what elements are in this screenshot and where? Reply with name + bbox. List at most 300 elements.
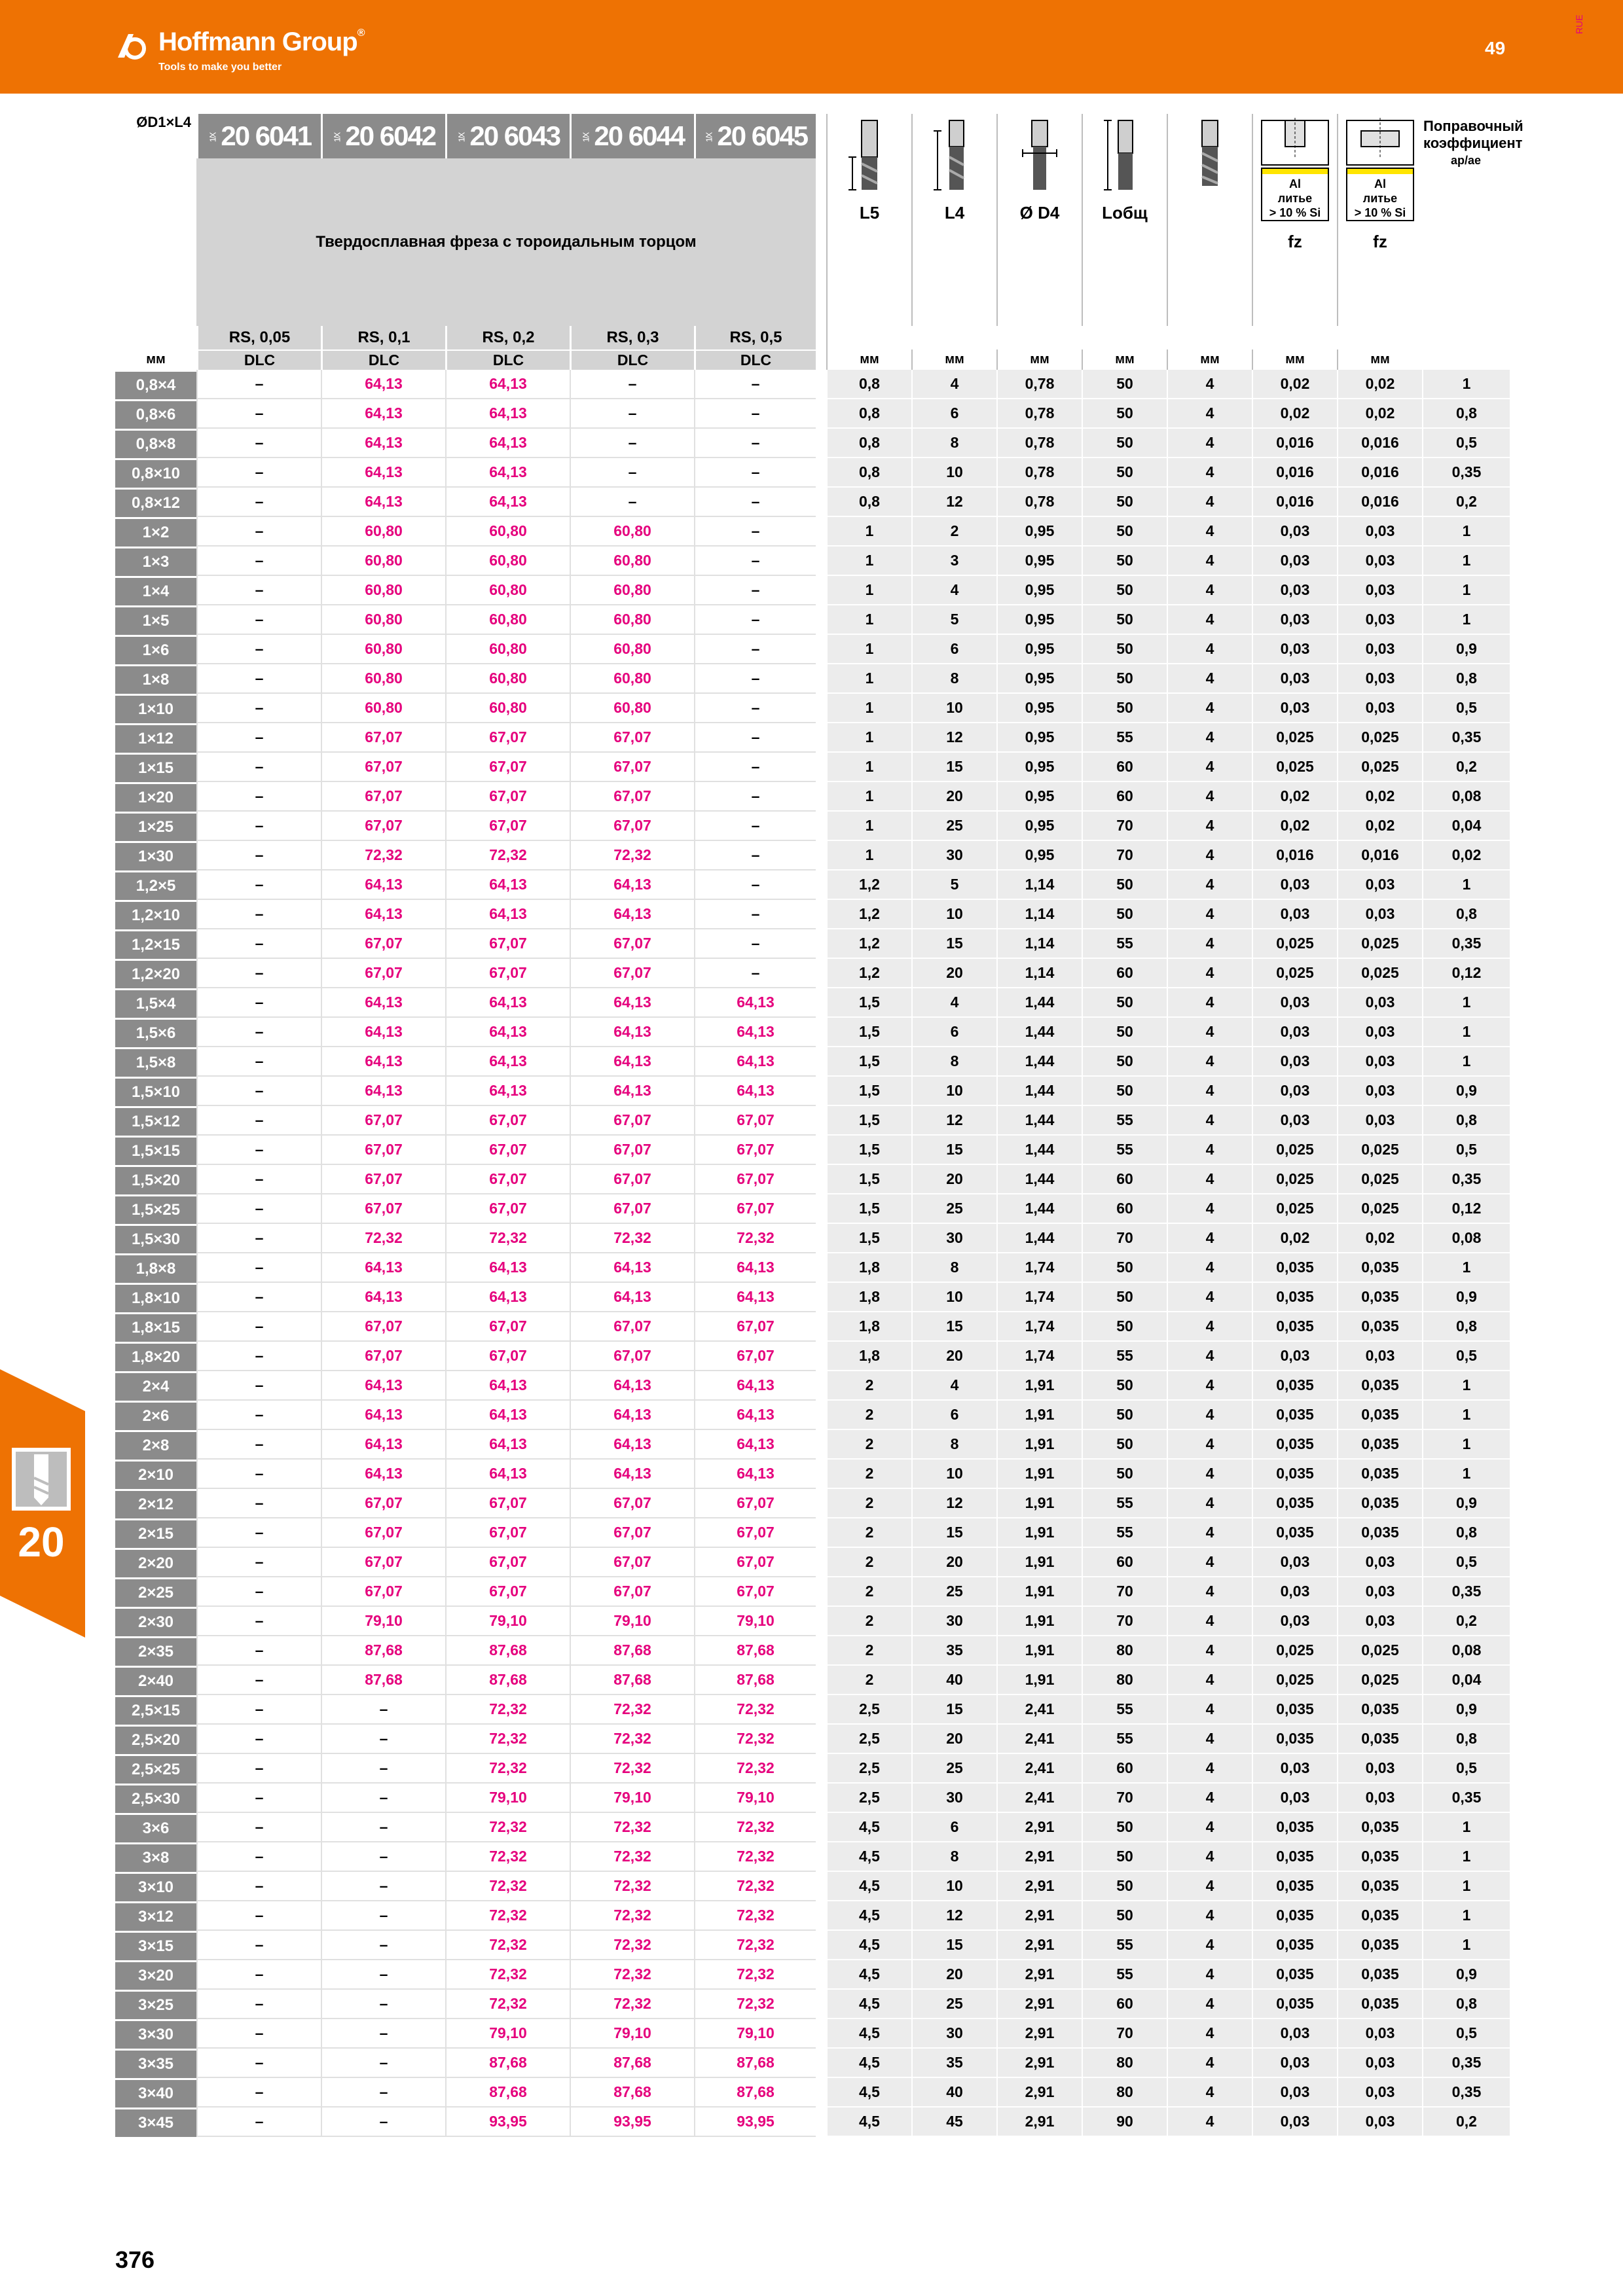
price-cell[interactable]: 72,32 xyxy=(570,1872,694,1901)
price-cell[interactable]: 67,07 xyxy=(694,1577,816,1607)
price-cell[interactable]: 72,32 xyxy=(694,1695,816,1725)
price-cell[interactable]: 72,32 xyxy=(694,1224,816,1253)
price-cell[interactable]: 64,13 xyxy=(694,1371,816,1401)
price-cell[interactable]: 67,07 xyxy=(321,723,445,753)
price-cell[interactable]: 79,10 xyxy=(445,1607,570,1636)
price-cell[interactable]: 72,32 xyxy=(445,1901,570,1931)
price-cell[interactable]: 67,07 xyxy=(321,929,445,959)
size-cell: 2×8 xyxy=(115,1430,196,1460)
price-cell[interactable]: 60,80 xyxy=(570,576,694,605)
parameter-cell: 4,5 xyxy=(826,1931,911,1960)
parameter-cell: 4 xyxy=(1167,635,1252,664)
price-cell[interactable]: 64,13 xyxy=(694,1430,816,1460)
price-cell[interactable]: 60,80 xyxy=(321,635,445,664)
parameter-cell: 4 xyxy=(1167,1489,1252,1518)
table-row xyxy=(115,900,1510,929)
size-cell: 2×35 xyxy=(115,1636,196,1666)
price-cell[interactable]: 67,07 xyxy=(570,1106,694,1136)
price-cell[interactable]: 93,95 xyxy=(570,2108,694,2137)
price-cell[interactable]: 64,13 xyxy=(694,1460,816,1489)
price-cell[interactable]: 64,13 xyxy=(321,1047,445,1077)
parameter-cell: 8 xyxy=(911,1253,996,1283)
price-cell[interactable]: 67,07 xyxy=(321,1342,445,1371)
parameter-cell: 0,035 xyxy=(1252,1725,1337,1754)
price-cell[interactable]: 64,13 xyxy=(321,870,445,900)
price-cell[interactable]: 64,13 xyxy=(321,458,445,488)
price-cell[interactable]: 72,32 xyxy=(445,1931,570,1960)
price-cell[interactable]: 87,68 xyxy=(694,1636,816,1666)
article-20-6042[interactable]: 1/X 20 6042 xyxy=(321,114,445,158)
price-cell[interactable]: 67,07 xyxy=(321,782,445,812)
parameter-cell: 0,03 xyxy=(1252,1754,1337,1784)
price-cell[interactable]: 64,13 xyxy=(570,900,694,929)
size-cell: 0,8×10 xyxy=(115,458,196,488)
price-cell[interactable]: 64,13 xyxy=(321,1460,445,1489)
parameter-cell: 1,44 xyxy=(996,1047,1082,1077)
price-cell[interactable]: 67,07 xyxy=(445,959,570,988)
price-cell[interactable]: 79,10 xyxy=(694,1607,816,1636)
price-cell[interactable]: 60,80 xyxy=(321,576,445,605)
price-cell[interactable]: 64,13 xyxy=(445,458,570,488)
size-cell: 3×8 xyxy=(115,1842,196,1872)
price-cell[interactable]: 67,07 xyxy=(445,1518,570,1548)
price-cell[interactable]: 72,32 xyxy=(570,841,694,870)
price-cell[interactable]: 64,13 xyxy=(570,988,694,1018)
price-cell[interactable]: 60,80 xyxy=(570,605,694,635)
price-cell[interactable]: 67,07 xyxy=(321,1489,445,1518)
price-cell[interactable]: 67,07 xyxy=(570,1136,694,1165)
parameter-cell: 2,5 xyxy=(826,1754,911,1784)
price-cell[interactable]: 79,10 xyxy=(570,2019,694,2049)
price-cell[interactable]: 67,07 xyxy=(570,1548,694,1577)
article-20-6045[interactable]: 1/X 20 6045 xyxy=(694,114,816,158)
price-cell[interactable]: 64,13 xyxy=(694,988,816,1018)
price-cell[interactable]: 72,32 xyxy=(694,1960,816,1990)
price-cell[interactable]: 72,32 xyxy=(694,1813,816,1842)
price-cell[interactable]: 64,13 xyxy=(321,1253,445,1283)
parameter-cell: 4,5 xyxy=(826,1842,911,1872)
price-cell[interactable]: 60,80 xyxy=(321,694,445,723)
price-cell[interactable]: 64,13 xyxy=(445,429,570,458)
tool-l4-icon xyxy=(928,118,981,203)
price-cell[interactable]: 67,07 xyxy=(694,1548,816,1577)
price-cell[interactable]: 87,68 xyxy=(445,2049,570,2078)
price-cell[interactable]: 67,07 xyxy=(570,959,694,988)
price-cell[interactable]: 64,13 xyxy=(321,488,445,517)
parameter-cell: 0,03 xyxy=(1252,2108,1337,2137)
parameter-cell: 1 xyxy=(1422,1813,1510,1842)
article-20-6043[interactable]: 1/X 20 6043 xyxy=(445,114,570,158)
parameter-cell: 4 xyxy=(1167,1666,1252,1695)
table-row xyxy=(115,2019,1510,2049)
price-cell[interactable]: 60,80 xyxy=(321,664,445,694)
price-cell[interactable]: 60,80 xyxy=(445,694,570,723)
price-cell[interactable]: 79,10 xyxy=(570,1607,694,1636)
price-cell[interactable]: 67,07 xyxy=(694,1342,816,1371)
price-cell[interactable]: 64,13 xyxy=(694,1018,816,1047)
parameter-cell: 0,025 xyxy=(1252,929,1337,959)
column-gap xyxy=(816,1165,826,1194)
parameter-cell: 4 xyxy=(1167,488,1252,517)
parameter-cell: 35 xyxy=(911,1636,996,1666)
price-cell[interactable]: 72,32 xyxy=(570,1931,694,1960)
price-cell[interactable]: 67,07 xyxy=(445,929,570,959)
price-cell[interactable]: 93,95 xyxy=(445,2108,570,2137)
parameter-cell: 0,03 xyxy=(1252,900,1337,929)
price-cell[interactable]: 64,13 xyxy=(321,900,445,929)
column-gap xyxy=(816,1842,826,1872)
price-cell[interactable]: 67,07 xyxy=(445,1165,570,1194)
price-cell[interactable]: 72,32 xyxy=(445,1990,570,2019)
price-cell[interactable]: 64,13 xyxy=(445,399,570,429)
price-cell[interactable]: 60,80 xyxy=(321,547,445,576)
price-cell[interactable]: 72,32 xyxy=(694,1754,816,1784)
price-cell[interactable]: 87,68 xyxy=(321,1666,445,1695)
price-cell: – xyxy=(570,458,694,488)
price-cell[interactable]: 64,13 xyxy=(321,1077,445,1106)
parameter-cell: 4 xyxy=(1167,576,1252,605)
size-cell: 1×25 xyxy=(115,812,196,841)
price-cell[interactable]: 67,07 xyxy=(445,723,570,753)
price-cell[interactable]: 67,07 xyxy=(321,1548,445,1577)
price-cell[interactable]: 67,07 xyxy=(445,753,570,782)
price-cell[interactable]: 64,13 xyxy=(321,988,445,1018)
parameter-cell: 2,91 xyxy=(996,1931,1082,1960)
price-cell[interactable]: 67,07 xyxy=(694,1489,816,1518)
price-cell[interactable]: 79,10 xyxy=(321,1607,445,1636)
price-cell[interactable]: 67,07 xyxy=(445,1136,570,1165)
table-row xyxy=(115,1813,1510,1842)
price-cell[interactable]: 67,07 xyxy=(570,812,694,841)
price-cell[interactable]: 67,07 xyxy=(321,1312,445,1342)
price-cell[interactable]: 64,13 xyxy=(445,900,570,929)
price-cell[interactable]: 67,07 xyxy=(694,1136,816,1165)
price-cell[interactable]: 64,13 xyxy=(570,1253,694,1283)
price-cell[interactable]: 87,68 xyxy=(445,1666,570,1695)
price-cell[interactable]: 67,07 xyxy=(570,1312,694,1342)
price-cell[interactable]: 72,32 xyxy=(445,1754,570,1784)
price-cell[interactable]: 64,13 xyxy=(570,1430,694,1460)
parameter-cell: 55 xyxy=(1082,723,1167,753)
parameter-cell: 4 xyxy=(1167,370,1252,399)
parameter-cell: 50 xyxy=(1082,1312,1167,1342)
parameter-cell: 1 xyxy=(1422,1460,1510,1489)
parameter-cell: 50 xyxy=(1082,1813,1167,1842)
parameter-cell: 1 xyxy=(1422,1401,1510,1430)
price-cell[interactable]: 72,32 xyxy=(445,1872,570,1901)
price-cell[interactable]: 93,95 xyxy=(694,2108,816,2137)
price-cell[interactable]: 67,07 xyxy=(570,723,694,753)
price-cell[interactable]: 72,32 xyxy=(570,1960,694,1990)
price-cell[interactable]: 72,32 xyxy=(570,1695,694,1725)
price-cell[interactable]: 72,32 xyxy=(445,1695,570,1725)
price-cell[interactable]: 64,13 xyxy=(570,1460,694,1489)
price-cell[interactable]: 67,07 xyxy=(694,1165,816,1194)
price-cell[interactable]: 72,32 xyxy=(570,1725,694,1754)
chapter-tab[interactable] xyxy=(0,1369,85,1638)
parameter-cell: 0,78 xyxy=(996,370,1082,399)
price-cell[interactable]: 79,10 xyxy=(570,1784,694,1813)
price-cell[interactable]: 87,68 xyxy=(694,1666,816,1695)
price-cell[interactable]: 87,68 xyxy=(445,1636,570,1666)
price-cell[interactable]: 72,32 xyxy=(321,1224,445,1253)
price-cell[interactable]: 60,80 xyxy=(445,605,570,635)
price-cell[interactable]: 67,07 xyxy=(570,753,694,782)
price-cell[interactable]: 60,80 xyxy=(570,547,694,576)
parameter-cell: 0,03 xyxy=(1252,2049,1337,2078)
price-cell[interactable]: 87,68 xyxy=(570,1636,694,1666)
price-cell: – xyxy=(196,988,321,1018)
price-cell[interactable]: 64,13 xyxy=(321,370,445,399)
price-cell[interactable]: 60,80 xyxy=(570,664,694,694)
parameter-cell: 0,035 xyxy=(1252,1813,1337,1842)
price-cell[interactable]: 72,32 xyxy=(570,1990,694,2019)
price-cell[interactable]: 67,07 xyxy=(694,1312,816,1342)
price-cell[interactable]: 72,32 xyxy=(694,1725,816,1754)
column-gap xyxy=(816,1401,826,1430)
price-cell[interactable]: 67,07 xyxy=(321,1136,445,1165)
parameter-cell: 0,035 xyxy=(1252,1430,1337,1460)
parameter-cell: 0,02 xyxy=(1337,370,1422,399)
price-cell[interactable]: 64,13 xyxy=(445,1283,570,1312)
price-cell[interactable]: 64,13 xyxy=(321,1283,445,1312)
price-cell[interactable]: 60,80 xyxy=(445,576,570,605)
price-cell[interactable]: 64,13 xyxy=(570,1047,694,1077)
price-cell[interactable]: 64,13 xyxy=(321,1018,445,1047)
radius-0-05: RS, 0,05 xyxy=(196,326,321,350)
price-cell[interactable]: 64,13 xyxy=(445,1018,570,1047)
parameter-cell: 8 xyxy=(911,1430,996,1460)
parameter-cell: 70 xyxy=(1082,1224,1167,1253)
parameter-cell: 12 xyxy=(911,1901,996,1931)
price-cell[interactable]: 67,07 xyxy=(694,1106,816,1136)
price-cell: – xyxy=(694,929,816,959)
price-cell[interactable]: 72,32 xyxy=(445,1224,570,1253)
price-cell[interactable]: 67,07 xyxy=(445,812,570,841)
parameter-cell: 12 xyxy=(911,1489,996,1518)
price-cell[interactable]: 60,80 xyxy=(445,517,570,547)
article-20-6041[interactable]: 1/X 20 6041 xyxy=(196,114,321,158)
price-cell[interactable]: 67,07 xyxy=(321,1165,445,1194)
price-cell[interactable]: 67,07 xyxy=(321,1194,445,1224)
price-cell[interactable]: 67,07 xyxy=(445,1106,570,1136)
price-cell[interactable]: 64,13 xyxy=(570,870,694,900)
price-cell[interactable]: 67,07 xyxy=(321,1577,445,1607)
parameter-cell: 70 xyxy=(1082,812,1167,841)
parameter-cell: 0,025 xyxy=(1252,1194,1337,1224)
price-cell[interactable]: 72,32 xyxy=(445,1842,570,1872)
price-cell[interactable]: 64,13 xyxy=(445,1401,570,1430)
price-cell[interactable]: 87,68 xyxy=(694,2078,816,2108)
table-row xyxy=(115,1224,1510,1253)
price-cell[interactable]: 67,07 xyxy=(445,1548,570,1577)
parameter-cell: 0,03 xyxy=(1252,635,1337,664)
price-cell[interactable]: 64,13 xyxy=(445,870,570,900)
parameter-cell: 0,95 xyxy=(996,576,1082,605)
price-cell[interactable]: 67,07 xyxy=(570,1342,694,1371)
parameter-cell: 1 xyxy=(1422,988,1510,1018)
parameter-cell: 1,5 xyxy=(826,1136,911,1165)
parameter-cell: 4 xyxy=(1167,1548,1252,1577)
price-cell[interactable]: 87,68 xyxy=(570,2078,694,2108)
price-cell[interactable]: 64,13 xyxy=(570,1371,694,1401)
price-cell[interactable]: 87,68 xyxy=(570,2049,694,2078)
parameter-cell: 0,95 xyxy=(996,841,1082,870)
price-cell[interactable]: 64,13 xyxy=(445,1047,570,1077)
parameter-cell: 0,03 xyxy=(1337,1784,1422,1813)
price-cell[interactable]: 87,68 xyxy=(694,2049,816,2078)
parameter-cell: 4 xyxy=(1167,1990,1252,2019)
price-cell[interactable]: 72,32 xyxy=(694,1872,816,1901)
price-cell[interactable]: 64,13 xyxy=(694,1077,816,1106)
price-cell[interactable]: 79,10 xyxy=(694,1784,816,1813)
parameter-cell: 1,5 xyxy=(826,988,911,1018)
price-cell[interactable]: 64,13 xyxy=(445,1253,570,1283)
price-cell[interactable]: 64,13 xyxy=(445,370,570,399)
parameter-cell: 2 xyxy=(826,1577,911,1607)
size-cell: 1,2×5 xyxy=(115,870,196,900)
parameter-cell: 0,035 xyxy=(1337,1460,1422,1489)
price-cell[interactable]: 67,07 xyxy=(694,1194,816,1224)
price-cell[interactable]: 67,07 xyxy=(570,1577,694,1607)
column-gap xyxy=(816,2019,826,2049)
price-cell[interactable]: 67,07 xyxy=(570,1194,694,1224)
price-cell[interactable]: 72,32 xyxy=(570,1813,694,1842)
radius-0-5: RS, 0,5 xyxy=(694,326,816,350)
price-cell[interactable]: 72,32 xyxy=(570,1842,694,1872)
price-cell[interactable]: 87,68 xyxy=(445,2078,570,2108)
parameter-cell: 1,91 xyxy=(996,1460,1082,1489)
price-cell[interactable]: 64,13 xyxy=(570,1283,694,1312)
price-cell[interactable]: 64,13 xyxy=(321,429,445,458)
parameter-cell: 0,08 xyxy=(1422,782,1510,812)
size-cell: 1×5 xyxy=(115,605,196,635)
price-cell[interactable]: 67,07 xyxy=(321,1106,445,1136)
column-gap xyxy=(816,488,826,517)
price-cell[interactable]: 64,13 xyxy=(570,1401,694,1430)
parameter-cell: 0,025 xyxy=(1337,1136,1422,1165)
price-cell[interactable]: 64,13 xyxy=(445,1371,570,1401)
price-cell[interactable]: 64,13 xyxy=(445,988,570,1018)
price-cell: – xyxy=(694,870,816,900)
price-cell[interactable]: 64,13 xyxy=(694,1253,816,1283)
parameter-cell: 15 xyxy=(911,929,996,959)
size-cell: 1×20 xyxy=(115,782,196,812)
price-cell[interactable]: 67,07 xyxy=(321,1518,445,1548)
param-l5: L5 xyxy=(826,114,911,326)
price-cell[interactable]: 67,07 xyxy=(445,1577,570,1607)
price-cell[interactable]: 64,13 xyxy=(445,488,570,517)
price-cell[interactable]: 64,13 xyxy=(694,1401,816,1430)
price-cell[interactable]: 64,13 xyxy=(445,1430,570,1460)
price-cell[interactable]: 60,80 xyxy=(321,605,445,635)
price-cell[interactable]: 67,07 xyxy=(321,753,445,782)
parameter-cell: 0,03 xyxy=(1252,1548,1337,1577)
price-cell[interactable]: 87,68 xyxy=(570,1666,694,1695)
price-cell[interactable]: 64,13 xyxy=(445,1077,570,1106)
parameter-cell: 30 xyxy=(911,1224,996,1253)
price-cell[interactable]: 60,80 xyxy=(321,517,445,547)
parameter-cell: 0,8 xyxy=(1422,399,1510,429)
price-cell[interactable]: 60,80 xyxy=(445,664,570,694)
price-cell[interactable]: 72,32 xyxy=(445,1813,570,1842)
table-row xyxy=(115,2078,1510,2108)
price-cell[interactable]: 64,13 xyxy=(321,399,445,429)
price-cell[interactable]: 79,10 xyxy=(445,2019,570,2049)
price-cell[interactable]: 72,32 xyxy=(570,1754,694,1784)
parameter-cell: 2,91 xyxy=(996,1960,1082,1990)
table-row xyxy=(115,1018,1510,1047)
price-cell[interactable]: 67,07 xyxy=(445,1489,570,1518)
parameter-cell: 0,03 xyxy=(1337,635,1422,664)
price-cell[interactable]: 67,07 xyxy=(570,1489,694,1518)
parameter-cell: 1,2 xyxy=(826,959,911,988)
price-cell[interactable]: 60,80 xyxy=(445,635,570,664)
price-cell[interactable]: 72,32 xyxy=(694,1931,816,1960)
price-cell[interactable]: 64,13 xyxy=(321,1430,445,1460)
price-cell[interactable]: 67,07 xyxy=(570,782,694,812)
price-cell[interactable]: 72,32 xyxy=(445,841,570,870)
price-cell[interactable]: 67,07 xyxy=(694,1518,816,1548)
size-cell: 2×12 xyxy=(115,1489,196,1518)
price-cell[interactable]: 72,32 xyxy=(694,1990,816,2019)
parameter-cell: 55 xyxy=(1082,1695,1167,1725)
price-cell[interactable]: 79,10 xyxy=(694,2019,816,2049)
price-cell[interactable]: 72,32 xyxy=(445,1725,570,1754)
parameter-cell: 55 xyxy=(1082,1489,1167,1518)
price-cell[interactable]: 64,13 xyxy=(694,1283,816,1312)
price-cell[interactable]: 72,32 xyxy=(570,1901,694,1931)
price-cell[interactable]: 64,13 xyxy=(570,1018,694,1047)
price-cell[interactable]: 72,32 xyxy=(570,1224,694,1253)
price-cell[interactable]: 67,07 xyxy=(570,1165,694,1194)
parameter-cell: 50 xyxy=(1082,399,1167,429)
column-gap xyxy=(816,1960,826,1990)
parameter-cell: 0,025 xyxy=(1337,1165,1422,1194)
price-cell[interactable]: 64,13 xyxy=(445,1460,570,1489)
price-cell[interactable]: 72,32 xyxy=(694,1842,816,1872)
parameter-cell: 4 xyxy=(1167,1018,1252,1047)
price-cell[interactable]: 64,13 xyxy=(694,1047,816,1077)
parameter-cell: 4 xyxy=(1167,1754,1252,1784)
price-cell[interactable]: 67,07 xyxy=(445,1312,570,1342)
article-20-6044[interactable]: 1/X 20 6044 xyxy=(570,114,694,158)
price-cell[interactable]: 64,13 xyxy=(321,1371,445,1401)
parameter-cell: 0,025 xyxy=(1252,1165,1337,1194)
size-cell: 1,8×15 xyxy=(115,1312,196,1342)
price-cell[interactable]: 67,07 xyxy=(445,782,570,812)
price-cell[interactable]: 64,13 xyxy=(321,1401,445,1430)
price-cell[interactable]: 79,10 xyxy=(445,1784,570,1813)
price-cell[interactable]: 72,32 xyxy=(321,841,445,870)
parameter-cell: 6 xyxy=(911,1813,996,1842)
price-cell[interactable]: 67,07 xyxy=(321,959,445,988)
price-cell[interactable]: 67,07 xyxy=(321,812,445,841)
price-cell[interactable]: 64,13 xyxy=(570,1077,694,1106)
price-cell[interactable]: 60,80 xyxy=(445,547,570,576)
column-gap xyxy=(816,370,826,399)
price-cell[interactable]: 60,80 xyxy=(570,635,694,664)
price-cell[interactable]: 60,80 xyxy=(570,517,694,547)
price-cell[interactable]: 60,80 xyxy=(570,694,694,723)
price-cell[interactable]: 67,07 xyxy=(445,1342,570,1371)
price-cell[interactable]: 67,07 xyxy=(570,929,694,959)
price-cell[interactable]: 67,07 xyxy=(570,1518,694,1548)
price-cell[interactable]: 72,32 xyxy=(445,1960,570,1990)
price-cell[interactable]: 87,68 xyxy=(321,1636,445,1666)
price-cell[interactable]: 72,32 xyxy=(694,1901,816,1931)
price-cell[interactable]: 67,07 xyxy=(445,1194,570,1224)
